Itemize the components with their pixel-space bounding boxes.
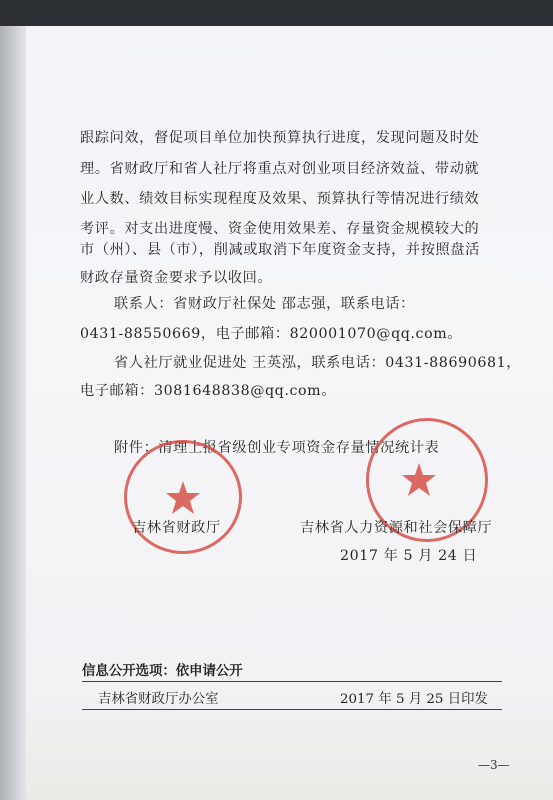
signer-right: 吉林省人力资源和社会保障厅 <box>300 520 493 536</box>
contact-1-line-2: 0431-88550669，电子邮箱：820001070@qq.com。 <box>80 326 463 342</box>
footer-rule-top <box>82 681 502 682</box>
body-line-3: 业人数、绩效目标实现程度及效果、预算执行等情况进行绩效 <box>80 191 480 207</box>
attachment-line: 附件：清理上报省级创业专项资金存量情况统计表 <box>114 440 440 456</box>
body-line-1: 跟踪问效，督促项目单位加快预算执行进度，发现问题及时处 <box>80 130 480 146</box>
issuing-office: 吉林省财政厅办公室 <box>98 692 219 707</box>
top-background <box>0 0 553 28</box>
contact-1-line-1: 联系人：省财政厅社保处 邵志强，联系电话： <box>114 296 415 312</box>
body-line-4: 考评。对支出进度慢、资金使用效果差、存量资金规模较大的 <box>80 221 480 237</box>
page-left-shadow <box>0 26 26 800</box>
contact-2-line-1: 省人社厅就业促进处 王英泓，联系电话：0431-88690681， <box>114 355 521 371</box>
disclosure-option: 信息公开选项：依申请公开 <box>82 663 243 679</box>
body-line-5: 市（州）、县（市），削减或取消下年度资金支持，并按照盘活 <box>80 242 480 258</box>
page-number: —3— <box>478 758 510 772</box>
signing-date: 2017 年 5 月 24 日 <box>340 548 478 564</box>
print-date: 2017 年 5 月 25 日印发 <box>340 692 488 707</box>
body-line-2: 理。省财政厅和省人社厅将重点对创业项目经济效益、带动就 <box>80 161 480 177</box>
footer-rule-bottom <box>82 709 502 710</box>
contact-2-line-2: 电子邮箱：3081648838@qq.com。 <box>80 383 336 399</box>
body-line-6: 财政存量资金要求予以收回。 <box>80 270 273 286</box>
signer-left: 吉林省财政厅 <box>132 520 221 536</box>
